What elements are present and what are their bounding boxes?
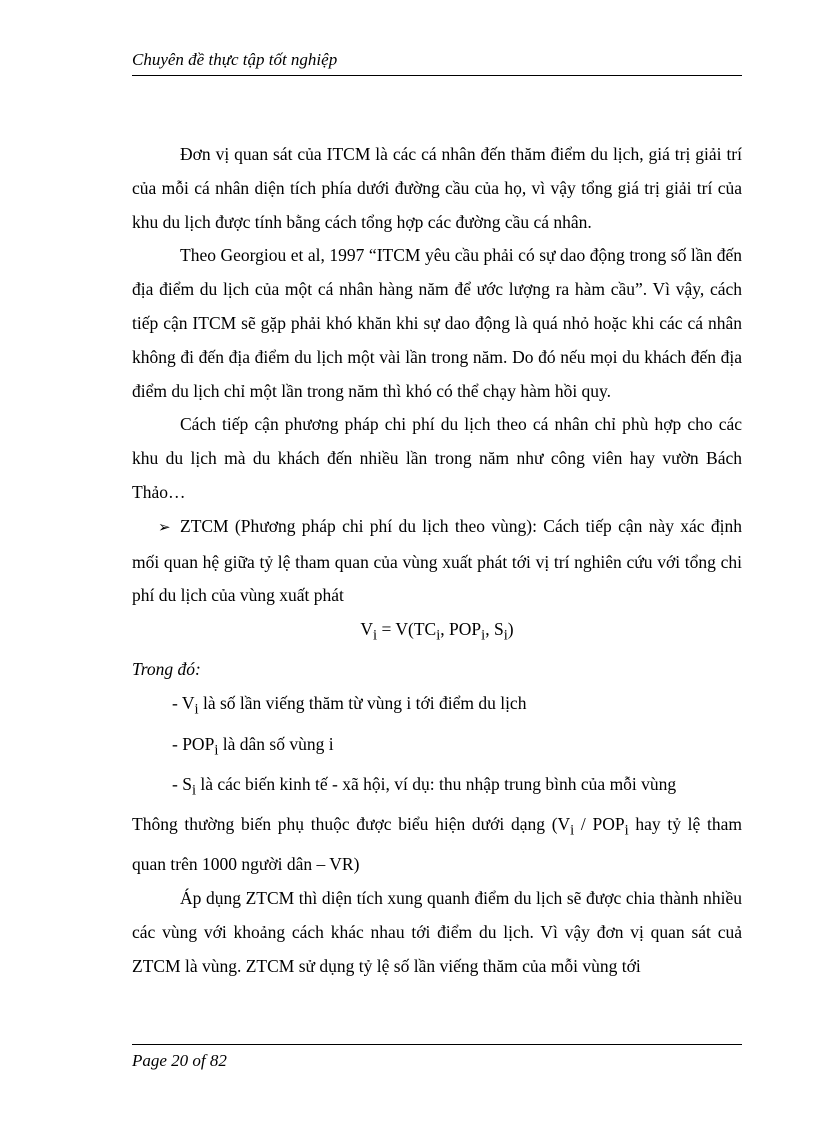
page-number: Page 20 of 82: [132, 1051, 227, 1070]
page-footer: [132, 1044, 742, 1071]
paragraph-ztcm-bullet: [132, 510, 742, 613]
document-title: Chuyên đề thực tập tốt nghiệp: [132, 50, 338, 69]
definition-popi: - $POP_i$ là dân số vùng i: [172, 733, 334, 759]
paragraph-itcm-unit: Đơn vị quan sát của ITCM là các cá nhân đến thăm điểm du lịch, giá trị giải trí của mỗi cá nhân diện tích phía dưới đường cầu của họ, vì vậy tổng giá trị giải trí của khu du lịch được tính bằng cách tổng hợp các đường cầu cá nhân.: [132, 144, 742, 232]
definition-vi: - $V_i$ là số lần viếng thăm từ vùng i tới điểm du lịch: [172, 693, 527, 718]
page-header: [132, 50, 742, 76]
ztcm-definition: ZTCM (Phương pháp chi phí du lịch theo vùng): Cách tiếp cận này xác định mối quan hệ giữa tỷ lệ tham quan của vùng xuất phát tới vị trí nghiên cứu với tổng chi phí du lịch của vùng xuất phát: [132, 515, 742, 606]
paragraph-ztcm-application: Áp dụng ZTCM thì diện tích xung quanh điểm du lịch sẽ được chia thành nhiều các vùng với khoảng cách khác nhau tới điểm du lịch. Vì vậy đơn vị quan sát cuả ZTCM là vùng. ZTCM sử dụng tỷ lệ số lần viếng thăm của mỗi vùng tới: [132, 888, 742, 976]
where-label: Trong đó:: [132, 659, 201, 680]
paragraph-dependent-variable: Thông thường biến phụ thuộc được biểu hiện dưới dạng ($V_i / POP_i$ hay tỷ lệ tham quan trên 1000 người dân – VR): [132, 814, 742, 875]
arrow-bullet-icon: ➢: [158, 519, 171, 536]
formula: $V_i = V(TC_i$, $POP_i$, $S_i$): [360, 619, 514, 644]
paragraph-georgiou: Theo Georgiou et al, 1997 “ITCM yêu cầu phải có sự dao động trong số lần đến địa điểm du lịch của một cá nhân hàng năm để ước lượng ra hàm cầu”. Vì vậy, cách tiếp cận ITCM sẽ gặp phải khó khăn khi sự dao động là quá nhỏ hoặc khi các cá nhân không đi đến địa điểm du lịch một vài lần trong năm. Do đó nếu mọi du khách đến địa điểm du lịch chỉ một lần trong năm thì khó có thể chạy hàm hồi quy.: [132, 245, 742, 401]
paragraph-individual-approach: Cách tiếp cận phương pháp chi phí du lịch theo cá nhân chỉ phù hợp cho các khu du lịch mà du khách đến nhiều lần trong năm như công viên hay vườn Bách Thảo…: [132, 414, 742, 502]
page-content: [132, 138, 742, 984]
definition-si: - $S_i$ là các biến kinh tế - xã hội, ví dụ: thu nhập trung bình của mỗi vùng: [172, 773, 677, 799]
